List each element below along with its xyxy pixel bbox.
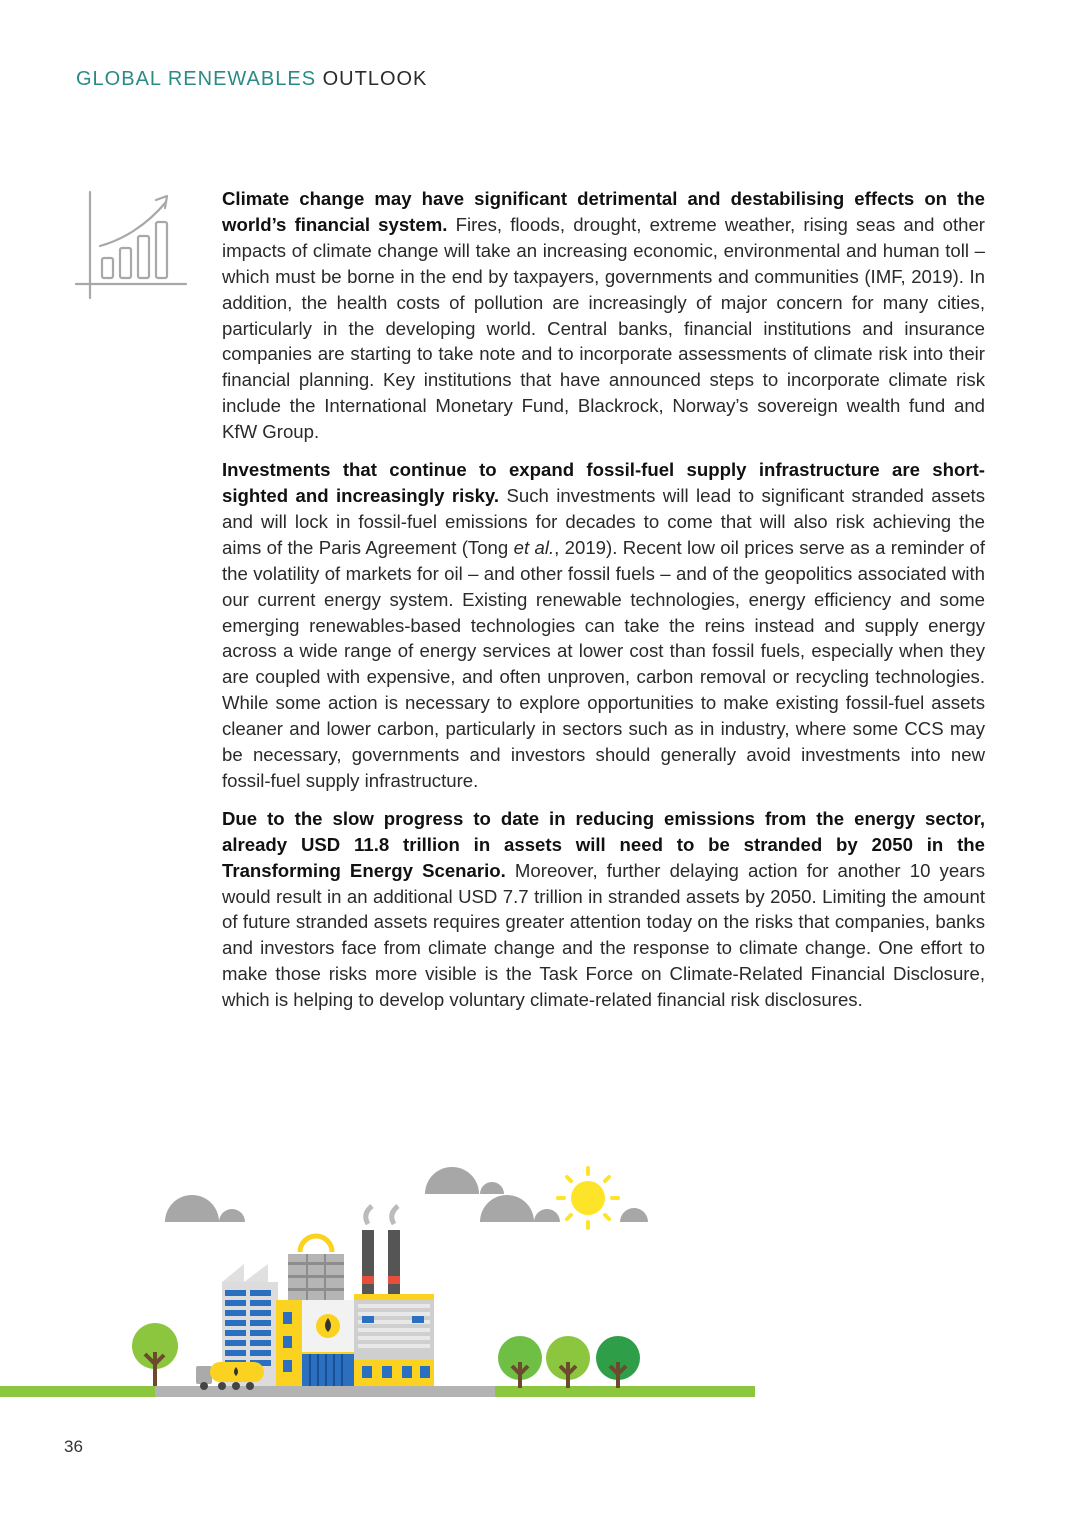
yellow-factory [276, 1300, 356, 1386]
paragraph-climate-finance [222, 186, 985, 445]
industrial-city-illustration [0, 1150, 760, 1400]
paragraph-body: Moreover, further delaying action for another 10 years would result in an additional USD 7.7 trillion in stranded assets by 2050. Limiting the amount of future stranded assets requires greater attention today on the risks that companies, banks and investors face from climate change and the response to climate change. One effort to make those risks more visible is the Task Force on Climate-Related Financial Disclosure, which is helping to develop voluntary climate-related financial risk disclosures. [222, 859, 986, 1011]
citation-italic: et al. [513, 536, 555, 558]
chimneys [362, 1206, 400, 1294]
paragraph-lead: Due to the slow progress to date in reducing emissions from the energy sector, already USD 11.8 trillion in assets will need to be stranded by 2050 in the Transforming Energy Scenario. [222, 807, 985, 881]
processing-plant [354, 1294, 434, 1386]
paragraph-body: Fires, floods, drought, extreme weather, rising seas and other impacts of climate change will take an increasing economic, environmental and human toll – which must be borne in the end by taxpayers, governments and communities (IMF, 2019). In addition, the health costs of pollution are increasingly of major concern for many cities, particularly in the developing world. Central banks, financial institutions and insurance companies are starting to take note and to incorporate assessments of climate risk into their financial planning. Key institutions that have announced steps to incorporate climate risk include the International Monetary Fund, Blackrock, Norway’s sovereign wealth fund and KfW Group. [222, 213, 985, 443]
header-accent: GLOBAL RENEWABLES [76, 68, 317, 90]
paragraph-stranded-assets [222, 806, 985, 1013]
header-plain: OUTLOOK [316, 68, 428, 90]
paragraph-fossil-investments [222, 457, 985, 794]
page-number: 36 [64, 1437, 83, 1456]
paragraph-body-cont: , 2019). Recent low oil prices serve as a reminder of the volatility of markets for oil – and other fossil fuels – and of the geopolitics associated with our current energy system. Existing renewable technologies, energy efficiency and some emerging renewables-based technologies can take the reins instead and supply energy across a wide range of energy services at lower cost than fossil fuels, especially when they are coupled with expensive, and often unproven, carbon removal or recycling technologies. While some action is necessary to explore opportunities to make existing fossil-fuel assets cleaner and lower carbon, particularly in sectors such as in industry, where some CCS may be necessary, governments and investors should generally avoid investments into new fossil-fuel supply infrastructure. [222, 536, 985, 791]
paragraph-lead: Climate change may have significant detrimental and destabilising effects on the world’s financial system. [222, 188, 985, 235]
storage-silos [288, 1236, 344, 1300]
article-body [222, 186, 985, 1025]
running-header [76, 68, 427, 91]
growth-chart-icon [74, 188, 190, 304]
sun-icon [558, 1168, 618, 1228]
paragraph-lead: Investments that continue to expand fossil-fuel supply infrastructure are short-sighted and increasingly risky. [222, 459, 985, 506]
paragraph-body: Such investments will lead to significant stranded assets and will lock in fossil-fuel emissions for decades to come that will also risk achieving the aims of the Paris Agreement (Tong [222, 484, 985, 558]
